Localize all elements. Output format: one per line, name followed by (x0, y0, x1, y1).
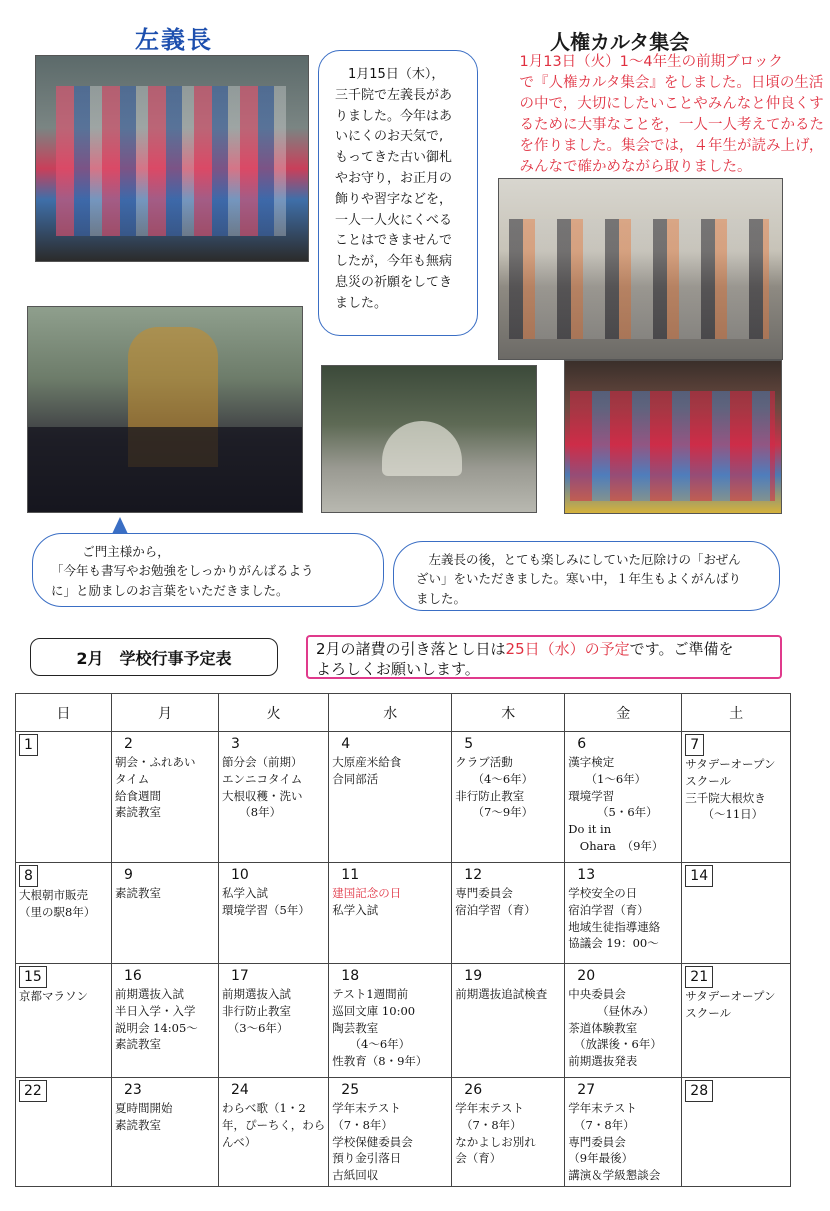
text-line: ことはできませんで (335, 233, 453, 249)
day-number: 1 (19, 734, 38, 756)
event-line: 専門委員会 (568, 1134, 626, 1149)
event-line: 夏時間開始 (115, 1101, 173, 1116)
event-line: 大根朝市販売 (19, 888, 88, 903)
day-number: 22 (19, 1080, 47, 1102)
calendar-day-cell (682, 732, 791, 863)
event-line: 年，ぴーちく，わら (222, 1117, 326, 1132)
notice-date: 25日（水）の予定 (505, 640, 630, 658)
text-line: したが，今年も無病 (335, 254, 453, 270)
event-line: 陶芸教室 (332, 1020, 379, 1035)
day-number: 9 (124, 867, 133, 883)
event-line: 学校安全の日 (568, 886, 638, 901)
event-line: （7・8年） (455, 1117, 522, 1132)
day-number: 4 (341, 736, 351, 752)
text-line: もってきた古い御札 (335, 150, 453, 166)
text-line: るために大事なことを，一人一人考えてかるた (519, 117, 824, 134)
event-line: 前期選抜追試検査 (455, 987, 548, 1002)
section-title-karuta: 人権カルタ集会 (550, 30, 690, 54)
event-line: 節分会（前期） (222, 755, 303, 770)
day-number: 20 (577, 968, 596, 984)
event-line: 前期選抜入試 (222, 987, 291, 1002)
calendar-table (15, 693, 791, 1187)
day-number: 19 (464, 968, 483, 984)
event-line: 大根収穫・洗い (222, 788, 303, 803)
text-line: に」と励ましのお言葉をいただきました。 (51, 582, 289, 598)
calendar-day-cell (329, 732, 452, 863)
notice-text: 2月の諸費の引き落とし日は (316, 640, 506, 658)
day-number: 5 (464, 736, 474, 752)
calendar-week-row (16, 863, 791, 964)
event-line: 中央委員会 (568, 987, 626, 1002)
calendar-day-cell (219, 964, 329, 1078)
event-line: 宿泊学習（育） (568, 902, 649, 917)
calendar-day-cell (682, 863, 791, 964)
text-line: りました。今年はあ (335, 108, 453, 124)
event-line: 環境学習 (568, 788, 615, 803)
calendar-day-cell (329, 1078, 452, 1187)
event-line: 茶道体験教室 (568, 1020, 638, 1035)
event-line: （3～6年） (222, 1020, 289, 1035)
calendar-day-cell (112, 1078, 219, 1187)
event-line: （4～6年） (455, 771, 534, 786)
weekday-tue: 火 (219, 694, 329, 732)
calendar-day-cell (682, 964, 791, 1078)
event-line: クラブ活動 (455, 755, 513, 770)
event-line: （～11日） (685, 807, 764, 822)
event-line: スクール (685, 1005, 732, 1020)
text-line: みんなで確かめながら取りました。 (519, 159, 752, 176)
day-number: 11 (341, 867, 360, 883)
calendar-day-cell (112, 863, 219, 964)
section-title-sagicho: 左義長 (135, 26, 213, 54)
event-line: （4～6年） (332, 1037, 411, 1052)
bubble-tail (112, 517, 128, 534)
event-line: んべ） (222, 1134, 257, 1149)
event-line: エンニコタイム (222, 771, 303, 786)
day-number: 14 (685, 865, 713, 887)
calendar-day-cell (452, 732, 565, 863)
weekday-mon: 月 (112, 694, 219, 732)
text-line: 1月15日（木）， (348, 67, 445, 82)
calendar-day-cell (565, 732, 682, 863)
text-line: いにくのお天気で, (335, 129, 444, 145)
text-line: やお守り，お正月の (335, 170, 453, 186)
weekday-sun: 日 (16, 694, 112, 732)
event-line: 環境学習（5年） (222, 902, 310, 917)
event-line: 地域生徒指導連絡 (568, 919, 661, 934)
text-line: ご門主様から， (82, 544, 170, 559)
photo-sagicho-students (35, 55, 309, 262)
calendar-day-cell (219, 863, 329, 964)
event-line: （8年） (222, 805, 282, 820)
weekday-thu: 木 (452, 694, 565, 732)
day-number: 15 (19, 966, 47, 988)
karuta-paragraph (505, 52, 824, 178)
event-line: タイム (115, 771, 150, 786)
text-line: 一人一人火にくべる (335, 212, 453, 228)
calendar-day-cell (16, 863, 112, 964)
event-line: 前期選抜入試 (115, 987, 184, 1002)
event-line: サタデーオープン (685, 989, 776, 1004)
day-number: 2 (124, 736, 133, 752)
text-line: 三千院で左義長があ (335, 87, 453, 103)
day-number: 10 (231, 867, 249, 883)
event-line: 古紙回収 (332, 1167, 379, 1182)
event-line: 三千院大根炊き (685, 790, 766, 805)
speech-bubble-monshu (32, 533, 384, 607)
event-line: 非行防止教室 (455, 788, 525, 803)
calendar-day-cell (16, 1078, 112, 1187)
event-line: 講演＆学級懇談会 (568, 1167, 661, 1182)
event-line: Do it in (568, 821, 612, 836)
event-line: 説明会 14:05～ (115, 1020, 198, 1035)
event-line: 朝会・ふれあい (115, 755, 196, 770)
text-line: 左義長の後，とても楽しみにしていた厄除けの「おぜん (428, 552, 741, 567)
calendar-day-cell (112, 732, 219, 863)
event-line: Ohara （9年） (568, 838, 664, 853)
calendar-day-cell (565, 863, 682, 964)
photo-students-eating (564, 360, 782, 514)
day-number: 24 (231, 1082, 249, 1098)
event-line: 私学入試 (222, 886, 268, 901)
calendar-day-cell (219, 1078, 329, 1187)
weekday-fri: 金 (565, 694, 682, 732)
event-line: サタデーオープン (685, 757, 776, 772)
calendar-week-row (16, 964, 791, 1078)
event-line: 私学入試 (332, 902, 379, 917)
day-number: 12 (464, 867, 483, 883)
text-line: で『人権カルタ集会』をしました。日頃の生活 (519, 75, 824, 92)
event-line: （9年最後） (568, 1151, 634, 1166)
day-number: 28 (685, 1080, 713, 1102)
event-line: 学年末テスト (332, 1101, 401, 1116)
text-line: ました。 (335, 295, 388, 311)
event-line: 預り金引落日 (332, 1151, 402, 1166)
calendar-day-cell (329, 863, 452, 964)
event-line: （5・6年） (568, 805, 658, 820)
calendar-day-cell (565, 964, 682, 1078)
event-line: （7～9年） (455, 805, 534, 820)
event-line: 巡回文庫 10:00 (332, 1003, 416, 1018)
event-line: わらべ歌（1・2 (222, 1101, 306, 1116)
text-line: の中で，大切にしたいことやみんなと仲良くす (519, 96, 824, 113)
day-number: 27 (577, 1082, 596, 1098)
event-line: 素読教室 (115, 1117, 161, 1132)
notice-text: です。ご準備を (629, 640, 734, 658)
event-line: （放課後・6年） (568, 1037, 662, 1052)
event-line: 大原産米給食 (332, 755, 402, 770)
day-number: 6 (577, 736, 587, 752)
photo-bonfire (321, 365, 537, 513)
weekday-wed: 水 (329, 694, 452, 732)
event-line: 会（育） (455, 1151, 502, 1166)
event-line: （7・8年） (568, 1117, 635, 1132)
text-line: ざい」をいただきました。寒い中，１年生もよくがんばり (416, 571, 742, 587)
speech-bubble-ozenzai (393, 541, 780, 611)
event-line: 素読教室 (115, 1037, 161, 1052)
event-line: 専門委員会 (455, 886, 513, 901)
calendar-day-cell (682, 1078, 791, 1187)
event-line: スクール (685, 773, 732, 788)
calendar-day-cell (16, 732, 112, 863)
calendar-day-cell (219, 732, 329, 863)
day-number: 7 (685, 734, 704, 756)
event-line: （7・8年） (332, 1117, 393, 1132)
day-number: 25 (341, 1082, 360, 1098)
day-number: 8 (19, 865, 38, 887)
event-line: テスト1週間前 (332, 987, 409, 1002)
notice-text: よろしくお願いします。 (316, 659, 480, 678)
event-line: 協議会 19：00～ (568, 936, 659, 951)
text-line: を作りました。集会では，４年生が読み上げ， (519, 138, 824, 155)
calendar-week-row (16, 1078, 791, 1187)
event-line: 学年末テスト (455, 1101, 524, 1116)
weekday-sat: 土 (682, 694, 791, 732)
event-line: 宿泊学習（育） (455, 902, 536, 917)
calendar-day-cell (452, 1078, 565, 1187)
event-line: 前期選抜発表 (568, 1053, 638, 1068)
payment-notice (306, 635, 782, 679)
day-number: 3 (231, 736, 240, 752)
text-line: 「今年も書写やお勉強をしっかりがんばるよう (51, 563, 314, 579)
day-number: 18 (341, 968, 360, 984)
event-line: （昼休み） (568, 1003, 655, 1018)
event-line: 学校保健委員会 (332, 1134, 413, 1149)
day-number: 16 (124, 968, 142, 984)
event-line: 給食週間 (115, 788, 161, 803)
event-line: 学年末テスト (568, 1101, 637, 1116)
event-line: 非行防止教室 (222, 1003, 291, 1018)
event-line: 素読教室 (115, 805, 161, 820)
schedule-title: 2月 学校行事予定表 (30, 638, 278, 676)
text-line: 息災の祈願をしてき (335, 274, 453, 290)
text-line: 1月13日（火）1～4年生の前期ブロック (519, 54, 783, 70)
day-number: 26 (464, 1082, 483, 1098)
text-line: ました。 (416, 590, 467, 606)
event-line: 京都マラソン (19, 989, 88, 1004)
calendar-day-cell (565, 1078, 682, 1187)
day-number: 23 (124, 1082, 142, 1098)
calendar-day-cell (452, 863, 565, 964)
photo-monks-speech (27, 306, 303, 513)
event-line: 性教育（8・9年） (332, 1053, 428, 1068)
event-line: 素読教室 (115, 886, 161, 901)
event-line: 漢字検定 (568, 755, 615, 770)
photo-karuta-gym (498, 178, 783, 360)
text-line: 飾りや習字などを， (335, 191, 453, 207)
day-number: 17 (231, 968, 249, 984)
day-number: 21 (685, 966, 713, 988)
event-line: （里の駅8年） (19, 904, 96, 919)
event-line: 合同部活 (332, 771, 379, 786)
calendar-day-cell (329, 964, 452, 1078)
event-line: 建国記念の日 (332, 886, 402, 901)
event-line: 半日入学・入学 (115, 1003, 196, 1018)
day-number: 13 (577, 867, 596, 883)
calendar-week-row (16, 732, 791, 863)
weekday-header-row (16, 694, 791, 732)
event-line: （1～6年） (568, 771, 647, 786)
calendar-day-cell (452, 964, 565, 1078)
speech-bubble-sagicho (318, 50, 478, 336)
calendar-day-cell (112, 964, 219, 1078)
event-line: なかよしお別れ (455, 1134, 536, 1149)
calendar-day-cell (16, 964, 112, 1078)
